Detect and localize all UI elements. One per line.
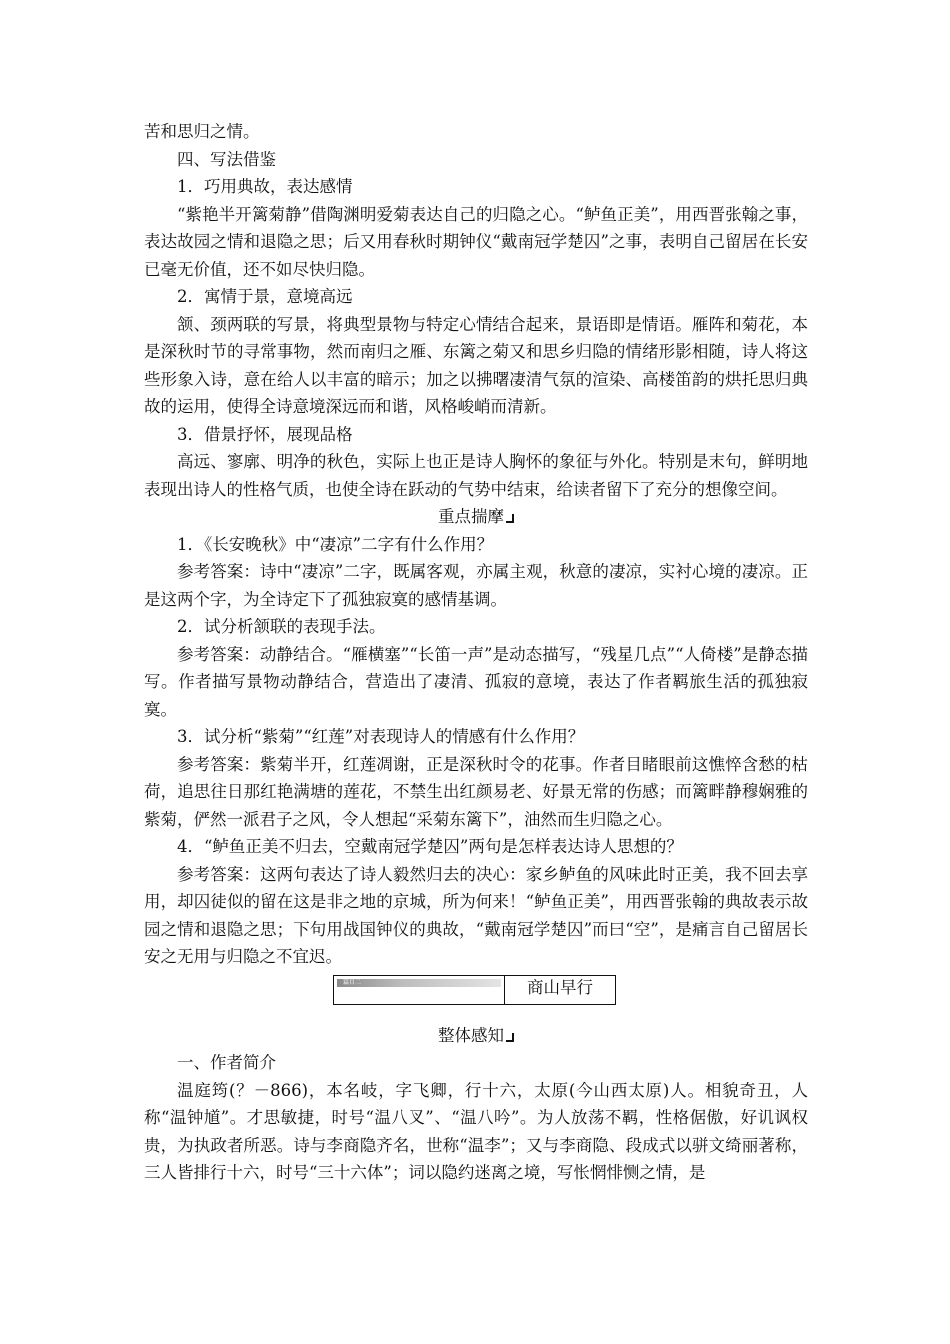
subheading: 3．试分析“紫菊”“红莲”对表现诗人的情感有什么作用？ — [177, 727, 585, 746]
subheading: 4．“鲈鱼正美不归去，空戴南冠学楚囚”两句是怎样表达诗人思想的？ — [177, 837, 683, 856]
document-page — [144, 118, 808, 1187]
section-heading-focus: 重点揣摩 — [144, 503, 808, 531]
paragraph-block-a — [144, 118, 808, 503]
paragraph: “紫艳半开篱菊静”借陶渊明爱菊表达自己的归隐之心。“鲈鱼正美”，用西晋张翰之事，表达故园之情和退隐之思；后又用春秋时期钟仪“戴南冠学楚囚”之事，表明自己留居在长安已毫无价值，还不如尽快归隐。 — [144, 204, 808, 279]
subheading: 1．巧用典故，表达感情 — [177, 177, 353, 196]
poem-title-box — [333, 975, 616, 1005]
paragraph: 高远、寥廓、明净的秋色，实际上也正是诗人胸怀的象征与外化。特别是末句，鲜明地表现出诗人的性格气质，也使全诗在跃动的气势中结束，给读者留下了充分的想像空间。 — [144, 452, 808, 499]
paragraph: 参考答案：这两句表达了诗人毅然归去的决心：家乡鲈鱼的风味此时正美，我不回去享用，却囚徒似的留在这是非之地的京城，所为何来！“鲈鱼正美”，用西晋张翰的典故表示故园之情和退隐之思；下句用战国钟仪的典故，“戴南冠学楚囚”而曰“空”，是痛言自己留居长安之无用与归隐之不宜迟。 — [144, 864, 808, 966]
heading-corner-mark — [506, 514, 514, 523]
subheading: 四、写法借鉴 — [177, 149, 276, 169]
paragraph: 温庭筠(？－866)，本名岐，字飞卿，行十六，太原(今山西太原)人。相貌奇丑，人称“温钟馗”。才思敏捷，时号“温八叉”、“温八吟”。为人放荡不羁，性格倨傲，好讥讽权贵，为执政者所恶。诗与李商隐齐名，世称“温李”；又与李商隐、段成式以骈文绮丽著称，三人皆排行十六，时号“三十六体”；词以隐约迷离之境，写怅惘悱恻之情，是 — [144, 1080, 808, 1182]
subheading: 1．《长安晚秋》中“凄凉”二字有什么作用？ — [177, 534, 494, 554]
paragraph-block-b — [144, 531, 808, 971]
subheading: 2．试分析颔联的表现手法。 — [177, 617, 386, 636]
paragraph: 苦和思归之情。 — [144, 122, 260, 141]
poem-tag-banner: 篇目二 — [337, 979, 501, 987]
subheading: 一、作者简介 — [177, 1053, 276, 1072]
paragraph-block-c — [144, 1049, 808, 1187]
paragraph: 颔、颈两联的写景，将典型景物与特定心情结合起来，景语即是情语。雁阵和菊花，本是深秋时节的寻常事物，然而南归之雁、东篱之菊又和思乡归隐的情绪形影相随，诗人将这些形象入诗，意在给人以丰富的暗示；加之以拂曙凄清气氛的渲染、高楼笛韵的烘托思归典故的运用，使得全诗意境深远而和谐，风格峻峭而清新。 — [144, 314, 808, 416]
poem-tag-cell — [334, 976, 505, 1004]
paragraph: 参考答案：紫菊半开，红莲凋谢，正是深秋时令的花事。作者目睹眼前这憔悴含愁的枯荷，追思往日那红艳满塘的莲花，不禁生出红颜易老、好景无常的伤感；而篱畔静穆娴雅的紫菊，俨然一派君子之风，令人想起“采菊东篱下”，油然而生归隐之心。 — [144, 754, 808, 829]
paragraph: 参考答案：动静结合。“雁横塞”“长笛一声”是动态描写，“残星几点”“人倚楼”是静态描写。作者描写景物动静结合，营造出了凄清、孤寂的意境，表达了作者羁旅生活的孤独寂寞。 — [144, 644, 808, 719]
heading-corner-mark — [506, 1033, 514, 1042]
subheading: 2．寓情于景，意境高远 — [177, 287, 353, 306]
subheading: 3．借景抒怀，展现品格 — [177, 424, 353, 444]
paragraph: 参考答案：诗中“凄凉”二字，既属客观，亦属主观，秋意的凄凉，实衬心境的凄凉。正是这两个字，为全诗定下了孤独寂寞的感情基调。 — [144, 562, 808, 609]
section-heading-overview: 整体感知 — [144, 1022, 808, 1050]
poem-title: 商山早行 — [527, 977, 593, 997]
